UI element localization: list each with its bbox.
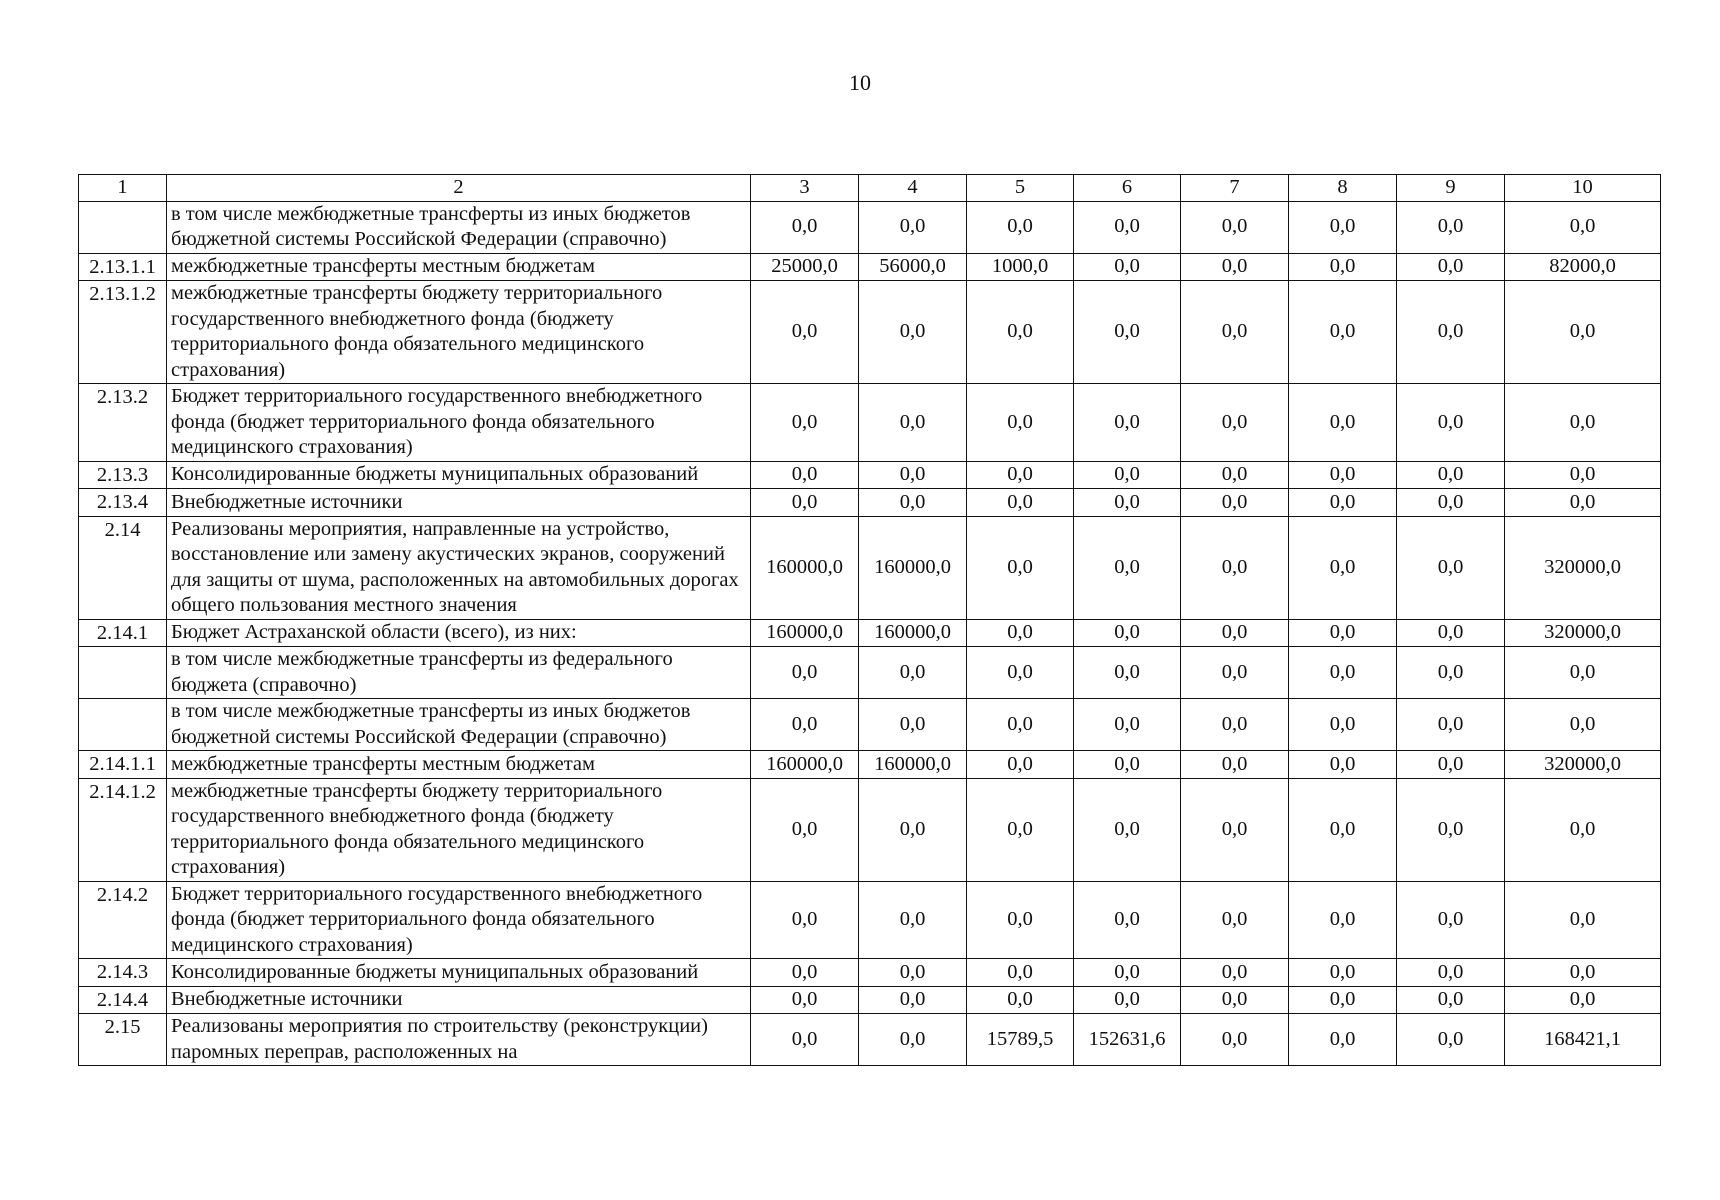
row-name: Внебюджетные источники (167, 986, 751, 1014)
row-value-col-8: 0,0 (1289, 281, 1397, 384)
row-name: Бюджет территориального государственного внебюджетного фонда (бюджет территориального фонда обязательного медицинского страхования) (167, 384, 751, 462)
row-name: межбюджетные трансферты местным бюджетам (167, 253, 751, 281)
row-code: 2.14.4 (79, 986, 167, 1014)
row-code (79, 201, 167, 253)
row-value-col-4: 0,0 (859, 959, 967, 987)
column-header-5: 5 (967, 175, 1074, 202)
row-value-col-10: 0,0 (1505, 881, 1661, 959)
row-value-col-9: 0,0 (1397, 959, 1505, 987)
row-value-col-6: 152631,6 (1074, 1014, 1181, 1066)
row-name: Реализованы мероприятия, направленные на устройство, восстановление или замену акустических экранов, сооружений для защиты от шума, расположенных на автомобильных дорогах общего пользования местного значения (167, 516, 751, 619)
row-value-col-3: 160000,0 (751, 619, 859, 647)
row-value-col-9: 0,0 (1397, 1014, 1505, 1066)
row-value-col-4: 0,0 (859, 384, 967, 462)
row-value-col-9: 0,0 (1397, 489, 1505, 517)
row-value-col-9: 0,0 (1397, 516, 1505, 619)
table-row (79, 619, 1661, 647)
table-row (79, 986, 1661, 1014)
row-value-col-7: 0,0 (1181, 619, 1289, 647)
row-name: межбюджетные трансферты бюджету территориального государственного внебюджетного фонда (бюджету территориального фонда обязательного медицинского страхования) (167, 778, 751, 881)
row-code: 2.13.1.1 (79, 253, 167, 281)
row-value-col-5: 0,0 (967, 986, 1074, 1014)
page-number: 10 (849, 70, 871, 95)
row-value-col-6: 0,0 (1074, 489, 1181, 517)
row-value-col-5: 0,0 (967, 881, 1074, 959)
row-value-col-4: 0,0 (859, 986, 967, 1014)
row-value-col-8: 0,0 (1289, 986, 1397, 1014)
row-value-col-7: 0,0 (1181, 647, 1289, 699)
row-name: Внебюджетные источники (167, 489, 751, 517)
row-name: межбюджетные трансферты местным бюджетам (167, 751, 751, 779)
row-value-col-10: 0,0 (1505, 986, 1661, 1014)
row-value-col-6: 0,0 (1074, 881, 1181, 959)
row-code: 2.14.2 (79, 881, 167, 959)
row-value-col-8: 0,0 (1289, 619, 1397, 647)
row-value-col-10: 0,0 (1505, 959, 1661, 987)
row-value-col-5: 0,0 (967, 619, 1074, 647)
row-value-col-7: 0,0 (1181, 201, 1289, 253)
row-value-col-6: 0,0 (1074, 699, 1181, 751)
row-value-col-7: 0,0 (1181, 461, 1289, 489)
row-value-col-5: 0,0 (967, 461, 1074, 489)
row-value-col-9: 0,0 (1397, 384, 1505, 462)
row-code: 2.14.1.2 (79, 778, 167, 881)
row-value-col-5: 0,0 (967, 778, 1074, 881)
row-value-col-8: 0,0 (1289, 959, 1397, 987)
row-value-col-6: 0,0 (1074, 201, 1181, 253)
row-code: 2.14.1.1 (79, 751, 167, 779)
column-header-7: 7 (1181, 175, 1289, 202)
row-code: 2.13.2 (79, 384, 167, 462)
row-value-col-10: 168421,1 (1505, 1014, 1661, 1066)
row-value-col-9: 0,0 (1397, 647, 1505, 699)
row-value-col-8: 0,0 (1289, 489, 1397, 517)
row-value-col-10: 320000,0 (1505, 516, 1661, 619)
row-value-col-4: 0,0 (859, 461, 967, 489)
row-value-col-10: 0,0 (1505, 699, 1661, 751)
row-value-col-7: 0,0 (1181, 986, 1289, 1014)
row-value-col-4: 0,0 (859, 1014, 967, 1066)
column-header-10: 10 (1505, 175, 1661, 202)
column-header-9: 9 (1397, 175, 1505, 202)
row-value-col-6: 0,0 (1074, 461, 1181, 489)
row-value-col-3: 160000,0 (751, 516, 859, 619)
row-value-col-9: 0,0 (1397, 253, 1505, 281)
row-name: в том числе межбюджетные трансферты из иных бюджетов бюджетной системы Российской Федерации (справочно) (167, 699, 751, 751)
row-name: Консолидированные бюджеты муниципальных образований (167, 959, 751, 987)
table-row (79, 253, 1661, 281)
row-value-col-10: 0,0 (1505, 778, 1661, 881)
row-value-col-7: 0,0 (1181, 489, 1289, 517)
row-value-col-4: 160000,0 (859, 619, 967, 647)
row-value-col-7: 0,0 (1181, 281, 1289, 384)
row-value-col-4: 0,0 (859, 881, 967, 959)
table-header (79, 175, 1661, 202)
table-row (79, 201, 1661, 253)
row-value-col-10: 320000,0 (1505, 619, 1661, 647)
row-value-col-9: 0,0 (1397, 751, 1505, 779)
row-value-col-8: 0,0 (1289, 253, 1397, 281)
row-code: 2.14.1 (79, 619, 167, 647)
row-value-col-6: 0,0 (1074, 516, 1181, 619)
table-row (79, 1014, 1661, 1066)
column-header-4: 4 (859, 175, 967, 202)
row-value-col-8: 0,0 (1289, 516, 1397, 619)
row-value-col-4: 0,0 (859, 778, 967, 881)
row-value-col-9: 0,0 (1397, 881, 1505, 959)
row-value-col-4: 56000,0 (859, 253, 967, 281)
row-code: 2.13.4 (79, 489, 167, 517)
row-value-col-5: 1000,0 (967, 253, 1074, 281)
row-value-col-3: 0,0 (751, 699, 859, 751)
table-row (79, 647, 1661, 699)
row-value-col-5: 0,0 (967, 516, 1074, 619)
table-row (79, 751, 1661, 779)
row-value-col-7: 0,0 (1181, 751, 1289, 779)
row-value-col-7: 0,0 (1181, 959, 1289, 987)
row-value-col-10: 320000,0 (1505, 751, 1661, 779)
row-value-col-9: 0,0 (1397, 619, 1505, 647)
row-value-col-5: 0,0 (967, 384, 1074, 462)
row-value-col-3: 0,0 (751, 778, 859, 881)
row-value-col-3: 0,0 (751, 647, 859, 699)
row-value-col-3: 160000,0 (751, 751, 859, 779)
row-value-col-6: 0,0 (1074, 253, 1181, 281)
row-value-col-8: 0,0 (1289, 647, 1397, 699)
row-value-col-7: 0,0 (1181, 384, 1289, 462)
column-header-1: 1 (79, 175, 167, 202)
row-value-col-8: 0,0 (1289, 201, 1397, 253)
row-value-col-10: 0,0 (1505, 461, 1661, 489)
budget-table (78, 174, 1661, 1066)
row-value-col-3: 0,0 (751, 881, 859, 959)
row-value-col-9: 0,0 (1397, 461, 1505, 489)
row-value-col-10: 0,0 (1505, 281, 1661, 384)
row-value-col-3: 0,0 (751, 461, 859, 489)
row-value-col-4: 0,0 (859, 699, 967, 751)
row-value-col-5: 0,0 (967, 959, 1074, 987)
row-value-col-8: 0,0 (1289, 384, 1397, 462)
row-code: 2.15 (79, 1014, 167, 1066)
table-row (79, 461, 1661, 489)
row-value-col-8: 0,0 (1289, 461, 1397, 489)
row-value-col-8: 0,0 (1289, 778, 1397, 881)
row-value-col-5: 0,0 (967, 647, 1074, 699)
row-value-col-3: 0,0 (751, 986, 859, 1014)
row-value-col-3: 25000,0 (751, 253, 859, 281)
table-row (79, 778, 1661, 881)
row-value-col-5: 0,0 (967, 699, 1074, 751)
row-value-col-6: 0,0 (1074, 647, 1181, 699)
row-value-col-7: 0,0 (1181, 778, 1289, 881)
table-row (79, 281, 1661, 384)
row-value-col-10: 0,0 (1505, 201, 1661, 253)
row-value-col-5: 0,0 (967, 489, 1074, 517)
header-row (79, 175, 1661, 202)
row-value-col-10: 0,0 (1505, 384, 1661, 462)
row-value-col-3: 0,0 (751, 201, 859, 253)
row-value-col-6: 0,0 (1074, 778, 1181, 881)
table-body (79, 201, 1661, 1066)
row-value-col-10: 0,0 (1505, 489, 1661, 517)
row-value-col-9: 0,0 (1397, 281, 1505, 384)
row-value-col-3: 0,0 (751, 1014, 859, 1066)
row-name: Бюджет Астраханской области (всего), из них: (167, 619, 751, 647)
row-value-col-9: 0,0 (1397, 699, 1505, 751)
row-value-col-4: 0,0 (859, 281, 967, 384)
row-value-col-6: 0,0 (1074, 751, 1181, 779)
row-value-col-9: 0,0 (1397, 778, 1505, 881)
row-name: Бюджет территориального государственного внебюджетного фонда (бюджет территориального фонда обязательного медицинского страхования) (167, 881, 751, 959)
row-value-col-3: 0,0 (751, 384, 859, 462)
row-value-col-3: 0,0 (751, 489, 859, 517)
row-value-col-3: 0,0 (751, 281, 859, 384)
table-row (79, 384, 1661, 462)
row-value-col-5: 0,0 (967, 751, 1074, 779)
row-code (79, 647, 167, 699)
row-name: Реализованы мероприятия по строительству (реконструкции) паромных переправ, расположенных на (167, 1014, 751, 1066)
row-code: 2.13.1.2 (79, 281, 167, 384)
row-value-col-6: 0,0 (1074, 619, 1181, 647)
table-row (79, 489, 1661, 517)
row-value-col-8: 0,0 (1289, 1014, 1397, 1066)
row-name: в том числе межбюджетные трансферты из иных бюджетов бюджетной системы Российской Федерации (справочно) (167, 201, 751, 253)
row-value-col-4: 0,0 (859, 201, 967, 253)
row-code: 2.13.3 (79, 461, 167, 489)
row-code: 2.14.3 (79, 959, 167, 987)
column-header-2: 2 (167, 175, 751, 202)
row-value-col-4: 160000,0 (859, 751, 967, 779)
column-header-3: 3 (751, 175, 859, 202)
row-value-col-8: 0,0 (1289, 751, 1397, 779)
row-value-col-5: 15789,5 (967, 1014, 1074, 1066)
row-value-col-7: 0,0 (1181, 881, 1289, 959)
row-value-col-6: 0,0 (1074, 281, 1181, 384)
row-value-col-9: 0,0 (1397, 986, 1505, 1014)
row-value-col-7: 0,0 (1181, 699, 1289, 751)
row-value-col-5: 0,0 (967, 201, 1074, 253)
row-value-col-4: 0,0 (859, 647, 967, 699)
row-name: межбюджетные трансферты бюджету территориального государственного внебюджетного фонда (бюджету территориального фонда обязательного медицинского страхования) (167, 281, 751, 384)
row-value-col-9: 0,0 (1397, 201, 1505, 253)
row-code: 2.14 (79, 516, 167, 619)
table-row (79, 516, 1661, 619)
row-value-col-3: 0,0 (751, 959, 859, 987)
row-value-col-8: 0,0 (1289, 881, 1397, 959)
row-value-col-10: 0,0 (1505, 647, 1661, 699)
table-row (79, 881, 1661, 959)
column-header-6: 6 (1074, 175, 1181, 202)
row-value-col-4: 0,0 (859, 489, 967, 517)
row-code (79, 699, 167, 751)
row-value-col-7: 0,0 (1181, 253, 1289, 281)
row-value-col-10: 82000,0 (1505, 253, 1661, 281)
row-value-col-4: 160000,0 (859, 516, 967, 619)
row-value-col-6: 0,0 (1074, 959, 1181, 987)
row-value-col-6: 0,0 (1074, 384, 1181, 462)
table-row (79, 699, 1661, 751)
column-header-8: 8 (1289, 175, 1397, 202)
row-value-col-8: 0,0 (1289, 699, 1397, 751)
row-value-col-7: 0,0 (1181, 516, 1289, 619)
row-value-col-6: 0,0 (1074, 986, 1181, 1014)
row-name: Консолидированные бюджеты муниципальных образований (167, 461, 751, 489)
row-value-col-7: 0,0 (1181, 1014, 1289, 1066)
row-name: в том числе межбюджетные трансферты из федерального бюджета (справочно) (167, 647, 751, 699)
row-value-col-5: 0,0 (967, 281, 1074, 384)
table-row (79, 959, 1661, 987)
